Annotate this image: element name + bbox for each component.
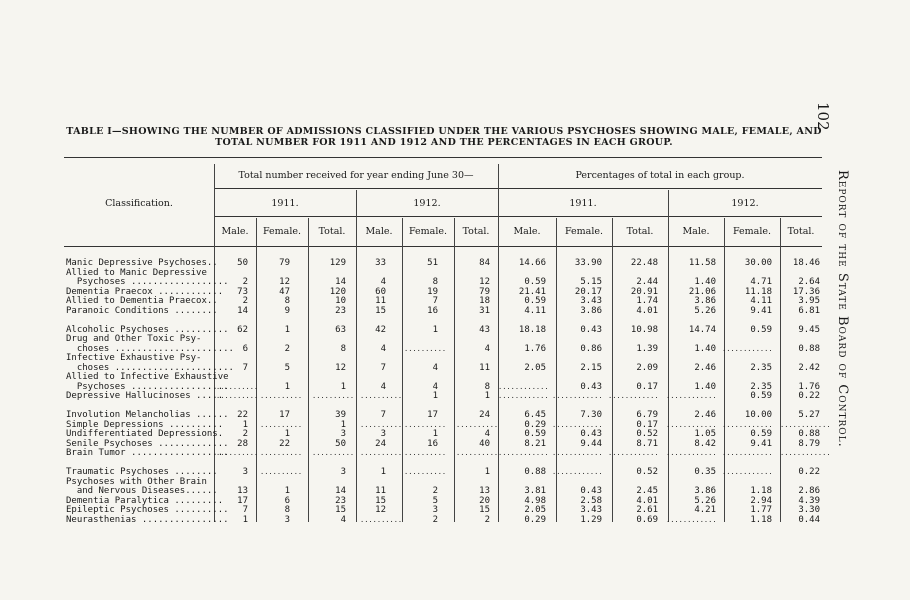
table-cell: 17 <box>279 410 290 420</box>
table-cell: 3 <box>284 514 290 525</box>
table-cell: 1.18 <box>750 486 772 496</box>
table-cell: ............ <box>498 392 549 400</box>
col-divider <box>402 218 403 522</box>
table-cell: 30.00 <box>744 258 772 268</box>
table-cell: 63 <box>335 324 346 335</box>
page-number: 102 <box>814 102 832 131</box>
table-cell: 7 <box>242 362 248 373</box>
table-cell: 13 <box>479 486 490 496</box>
table-cell: 3 <box>242 467 248 477</box>
table-cell: 4 <box>380 277 386 287</box>
running-head: Report of the State Board of Control. <box>835 170 850 448</box>
table-cell: 10 <box>335 296 346 306</box>
table-cell: 22.48 <box>630 258 658 268</box>
header-bottom-rule <box>64 246 822 247</box>
table-cell: 5.27 <box>798 410 820 420</box>
table-cell: 15 <box>335 505 346 515</box>
table-cell: 2.94 <box>750 495 772 506</box>
year-rule <box>214 216 822 217</box>
col-divider <box>356 190 357 522</box>
row-label: Senile Psychoses ............. <box>66 438 229 449</box>
table-cell: 42 <box>375 324 386 335</box>
header-male: Male. <box>513 226 541 237</box>
table-cell: 18.46 <box>792 258 820 268</box>
row-label: choses ...................... <box>66 343 234 354</box>
header-female: Female. <box>262 226 302 237</box>
table-cell: 2.58 <box>580 495 602 506</box>
table-cell: 8 <box>484 381 490 392</box>
table-cell: 10.00 <box>744 410 772 420</box>
header-male: Male. <box>365 226 393 237</box>
table-cell: 11 <box>375 296 386 306</box>
table-cell: 51 <box>427 258 438 268</box>
table-cell: 0.17 <box>636 419 658 430</box>
table-cell: 4.01 <box>636 305 658 316</box>
table-cell: 5 <box>284 362 290 373</box>
table-cell: 2.15 <box>580 362 602 373</box>
table-cell: 18 <box>479 296 490 306</box>
title-line-2: TOTAL NUMBER FOR 1911 AND 1912 AND THE PERCENTAGES IN EACH GROUP. <box>215 137 673 148</box>
table-cell: 19 <box>427 286 438 297</box>
table-cell: 73 <box>237 286 248 297</box>
table-cell: 79 <box>279 258 290 268</box>
row-label: choses ...................... <box>66 362 234 373</box>
table-cell: 3 <box>340 429 346 439</box>
table-cell: 39 <box>335 410 346 420</box>
table-cell: 5.15 <box>580 277 602 287</box>
table-cell: 9 <box>284 305 290 316</box>
table-cell: 2.05 <box>524 505 546 515</box>
table-cell: .......... <box>312 392 355 400</box>
table-cell: 10.98 <box>630 324 658 335</box>
header-female: Female. <box>564 226 604 237</box>
table-cell: 17 <box>237 495 248 506</box>
table-cell: 4 <box>484 343 490 354</box>
table-cell: 0.88 <box>798 343 820 354</box>
table-cell: 8.71 <box>636 438 658 449</box>
row-label: Psychoses .................. <box>66 277 229 287</box>
table-cell: 9.44 <box>580 438 602 449</box>
table-cell: 3.43 <box>580 296 602 306</box>
table-cell: 60 <box>375 286 386 297</box>
table-cell: 12 <box>479 277 490 287</box>
row-label: Neurasthenias ................ <box>66 514 229 525</box>
table-cell: 4 <box>380 381 386 392</box>
table-title <box>64 126 824 148</box>
table-cell: 0.29 <box>524 419 546 430</box>
table-cell: 16 <box>427 305 438 316</box>
table-cell: 0.43 <box>580 486 602 496</box>
table-cell: 1.74 <box>636 296 658 306</box>
table-cell: 4.21 <box>694 505 716 515</box>
table-cell: 0.86 <box>580 343 602 354</box>
table-cell: 1 <box>432 391 438 401</box>
table-cell: 1.05 <box>694 429 716 439</box>
row-label: Infective Exhaustive Psy- <box>66 353 202 363</box>
table-cell: 129 <box>329 258 346 268</box>
table-cell: 8 <box>284 505 290 515</box>
table-cell: 6.79 <box>636 410 658 420</box>
header-total: Total. <box>787 226 815 237</box>
table-cell: ............ <box>780 420 831 429</box>
header-female: Female. <box>732 226 772 237</box>
table-cell: 4 <box>380 343 386 354</box>
table-cell: 3.81 <box>524 486 546 496</box>
table-cell: 1 <box>284 429 290 439</box>
table-cell: 8 <box>284 296 290 306</box>
table-cell: .......... <box>404 449 447 457</box>
table-cell: 1.18 <box>750 514 772 525</box>
table-cell: 2 <box>432 486 438 496</box>
table-cell: 4.71 <box>750 277 772 287</box>
table-cell: 1 <box>284 381 290 392</box>
table-cell: .......... <box>404 420 447 429</box>
table-cell: 0.29 <box>524 514 546 525</box>
table-cell: 1 <box>380 467 386 477</box>
table-cell: ............ <box>666 515 717 524</box>
table-cell: 0.69 <box>636 514 658 525</box>
table-cell: 7 <box>242 505 248 515</box>
table-cell: 6 <box>284 495 290 506</box>
table-cell: 2.86 <box>798 486 820 496</box>
table-cell: ............ <box>552 449 603 457</box>
table-cell: 0.59 <box>750 429 772 439</box>
table-cell: 43 <box>479 324 490 335</box>
table-cell: 7 <box>380 362 386 373</box>
table-cell: .......... <box>260 392 303 400</box>
table-cell: 0.43 <box>580 381 602 392</box>
table-cell: 11.58 <box>688 258 716 268</box>
table-cell: 1.29 <box>580 514 602 525</box>
table-cell: ............ <box>552 420 603 429</box>
row-label: Dementia Praecox ............ <box>66 286 224 297</box>
table-cell: 3.86 <box>580 305 602 316</box>
table-cell: 50 <box>335 438 346 449</box>
table-cell: 15 <box>375 495 386 506</box>
table-cell: ............ <box>722 449 773 457</box>
header-total: Total. <box>462 226 490 237</box>
table-cell: 11.18 <box>744 286 772 297</box>
table-cell: 11 <box>375 486 386 496</box>
table-cell: 50 <box>237 258 248 268</box>
table-cell: 3 <box>380 429 386 439</box>
table-cell: 0.35 <box>694 467 716 477</box>
table-cell: 22 <box>279 438 290 449</box>
table-cell: 9.41 <box>750 305 772 316</box>
table-cell: 13 <box>237 486 248 496</box>
table-cell: ............ <box>666 449 717 457</box>
row-label: Allied to Infective Exhaustive <box>66 372 229 382</box>
table-cell: 1 <box>284 486 290 496</box>
header-pct-year-1911: 1911. <box>569 198 597 209</box>
col-divider <box>256 218 257 522</box>
table-cell: .......... <box>360 392 403 400</box>
row-label: Allied to Dementia Praecox.. <box>66 296 218 306</box>
table-cell: 5 <box>432 495 438 506</box>
table-cell: 4 <box>432 381 438 392</box>
table-cell: 0.17 <box>636 381 658 392</box>
table-cell: 3.30 <box>798 505 820 515</box>
table-cell: 6 <box>242 343 248 354</box>
table-cell: 5.26 <box>694 305 716 316</box>
table-cell: 0.22 <box>798 467 820 477</box>
table-cell: 0.88 <box>798 429 820 439</box>
table-cell: 17.36 <box>792 286 820 297</box>
header-total-received: Total number received for year ending June 30— <box>238 170 474 181</box>
table-cell: 4.01 <box>636 495 658 506</box>
row-label: Alcoholic Psychoses .......... <box>66 324 229 335</box>
table-cell: 2.09 <box>636 362 658 373</box>
table-cell: 47 <box>279 286 290 297</box>
table-cell: 15 <box>375 305 386 316</box>
table-cell: 1 <box>340 381 346 392</box>
table-cell: 40 <box>479 438 490 449</box>
table-cell: 2.46 <box>694 410 716 420</box>
table-cell: 12 <box>279 277 290 287</box>
group-rule <box>214 188 822 189</box>
table-cell: 2.44 <box>636 277 658 287</box>
table-cell: 14 <box>237 305 248 316</box>
table-cell: 2.05 <box>524 362 546 373</box>
header-female: Female. <box>408 226 448 237</box>
table-cell: 2.64 <box>798 277 820 287</box>
row-label: Brain Tumor .................. <box>66 448 229 458</box>
title-line-1: TABLE I—SHOWING THE NUMBER OF ADMISSIONS CLASSIFIED UNDER THE VARIOUS PSYCHOSES SHOWING MALE, FEMALE, AND <box>66 126 822 137</box>
table-cell: 1 <box>242 514 248 525</box>
table-cell: ............ <box>552 392 603 400</box>
table-cell: 7 <box>380 410 386 420</box>
table-cell: 0.59 <box>524 296 546 306</box>
table-cell: 2.35 <box>750 381 772 392</box>
table-cell: 8.79 <box>798 438 820 449</box>
row-label: Epileptic Psychoses .......... <box>66 505 229 515</box>
table-cell: 8 <box>432 277 438 287</box>
table-cell: 20.17 <box>574 286 602 297</box>
table-cell: ............ <box>498 382 549 391</box>
table-cell: 3.43 <box>580 505 602 515</box>
table-cell: 0.52 <box>636 467 658 477</box>
table-cell: 16 <box>427 438 438 449</box>
table-cell: 2 <box>432 514 438 525</box>
table-cell: 4 <box>484 429 490 439</box>
table-cell: 3.86 <box>694 296 716 306</box>
table-cell: ............ <box>666 392 717 400</box>
table-cell: 7 <box>432 296 438 306</box>
table-cell: 22 <box>237 410 248 420</box>
table-cell: .......... <box>360 515 403 524</box>
table-cell: 1.77 <box>750 505 772 515</box>
row-label: Drug and Other Toxic Psy- <box>66 334 202 344</box>
col-divider <box>308 218 309 522</box>
table-cell: 2 <box>484 514 490 525</box>
table-cell: 0.43 <box>580 429 602 439</box>
table-cell: 62 <box>237 324 248 335</box>
table-cell: .......... <box>260 449 303 457</box>
table-cell: ............ <box>552 468 603 476</box>
table-cell: .......... <box>216 449 259 457</box>
row-label: Involution Melancholias ...... <box>66 410 229 420</box>
table-cell: ............ <box>722 420 773 429</box>
table-cell: 11 <box>479 362 490 373</box>
table-cell: .......... <box>312 449 355 457</box>
table-cell: 23 <box>335 495 346 506</box>
table-cell: .......... <box>216 382 259 391</box>
table-cell: ............ <box>608 449 659 457</box>
header-male: Male. <box>221 226 249 237</box>
table-cell: 2 <box>242 296 248 306</box>
table-cell: 14.74 <box>688 324 716 335</box>
table-cell: 0.59 <box>524 429 546 439</box>
table-cell: 5.26 <box>694 495 716 506</box>
table-cell: 24 <box>375 438 386 449</box>
table-cell: 1 <box>340 419 346 430</box>
table-cell: 1 <box>432 429 438 439</box>
table-cell: .......... <box>260 468 303 476</box>
table-cell: 2.45 <box>636 486 658 496</box>
table-cell: 2.46 <box>694 362 716 373</box>
table-cell: 12 <box>335 362 346 373</box>
table-cell: 84 <box>479 258 490 268</box>
table-cell: 33.90 <box>574 258 602 268</box>
table-cell: 3.86 <box>694 486 716 496</box>
table-cell: 0.22 <box>798 391 820 401</box>
table-cell: 21.06 <box>688 286 716 297</box>
table-cell: 21.41 <box>518 286 546 297</box>
table-cell: 2.42 <box>798 362 820 373</box>
table-cell: 1 <box>432 324 438 335</box>
row-label: Paranoic Conditions ........ <box>66 305 218 316</box>
table-cell: .......... <box>404 344 447 353</box>
table-cell: 1.40 <box>694 277 716 287</box>
table-cell: .......... <box>216 392 259 400</box>
table-cell: 23 <box>335 305 346 316</box>
table-cell: 3 <box>340 467 346 477</box>
header-classification: Classification. <box>105 198 173 209</box>
table-cell: 4.98 <box>524 495 546 506</box>
table-cell: 1 <box>242 419 248 430</box>
table-cell: 15 <box>479 505 490 515</box>
table-cell: ............ <box>608 392 659 400</box>
table-cell: 1 <box>484 467 490 477</box>
table-cell: 0.88 <box>524 467 546 477</box>
table-cell: .......... <box>360 449 403 457</box>
table-cell: .......... <box>456 420 499 429</box>
table-cell: 14 <box>335 486 346 496</box>
row-label: Undifferentiated Depressions. <box>66 429 224 439</box>
header-total: Total. <box>626 226 654 237</box>
table-cell: 4.11 <box>524 305 546 316</box>
table-cell: 79 <box>479 286 490 297</box>
row-label: Depressive Hallucinoses ..... <box>66 391 224 401</box>
table-cell: 0.52 <box>636 429 658 439</box>
table-cell: 3.95 <box>798 296 820 306</box>
table-cell: 2 <box>284 343 290 354</box>
table-cell: 33 <box>375 258 386 268</box>
table-cell: ............ <box>722 468 773 476</box>
table-cell: 8.21 <box>524 438 546 449</box>
table-cell: 2 <box>242 429 248 439</box>
table-cell: 2.35 <box>750 362 772 373</box>
row-label: Simple Depressions .......... <box>66 419 224 430</box>
table-cell: .......... <box>260 420 303 429</box>
table-cell: 2 <box>242 277 248 287</box>
row-label: Traumatic Psychoses ........ <box>66 467 218 477</box>
table-cell: 9.41 <box>750 438 772 449</box>
table-cell: 7.30 <box>580 410 602 420</box>
table-cell: 12 <box>375 505 386 515</box>
table-cell: 1.76 <box>524 343 546 354</box>
table-cell: 120 <box>329 286 346 297</box>
table-cell: .......... <box>456 449 499 457</box>
table-cell: 1 <box>284 324 290 335</box>
table-cell: 1.76 <box>798 381 820 392</box>
row-label: Dementia Paralytica ......... <box>66 495 224 506</box>
row-label: Psychoses with Other Brain <box>66 476 207 487</box>
header-year-1912: 1912. <box>413 198 441 209</box>
table-cell: 0.59 <box>750 391 772 401</box>
table-cell: 6.81 <box>798 305 820 316</box>
table-cell: ............ <box>780 449 831 457</box>
table-cell: 1.40 <box>694 343 716 354</box>
table-cell: 1 <box>484 391 490 401</box>
table-cell: .......... <box>360 420 403 429</box>
table-cell: 2.61 <box>636 505 658 515</box>
table-cell: 0.59 <box>524 277 546 287</box>
table-cell: 4 <box>340 514 346 525</box>
col-divider <box>454 218 455 522</box>
header-total: Total. <box>318 226 346 237</box>
table-cell: ............ <box>722 344 773 353</box>
header-pct-year-1912: 1912. <box>731 198 759 209</box>
table-cell: 9.45 <box>798 324 820 335</box>
table-cell: 4 <box>432 362 438 373</box>
row-label: Psychoses .................. <box>66 381 229 392</box>
table-cell: 8.42 <box>694 438 716 449</box>
table-cell: 0.43 <box>580 324 602 335</box>
header-percentages: Percentages of total in each group. <box>575 170 745 181</box>
row-label: Allied to Manic Depressive <box>66 267 207 278</box>
table-cell: ............ <box>666 420 717 429</box>
row-label: and Nervous Diseases...... <box>66 486 218 496</box>
table-cell: 31 <box>479 305 490 316</box>
table-cell: 0.59 <box>750 324 772 335</box>
top-rule <box>64 157 822 158</box>
header-male: Male. <box>682 226 710 237</box>
table-cell: 1.40 <box>694 381 716 392</box>
table-cell: ............ <box>498 449 549 457</box>
table-cell: 24 <box>479 410 490 420</box>
table-cell: 3 <box>432 505 438 515</box>
table-cell: 18.18 <box>518 324 546 335</box>
table-cell: 1.39 <box>636 343 658 354</box>
header-year-1911: 1911. <box>271 198 299 209</box>
table-cell: 6.45 <box>524 410 546 420</box>
table-cell: 20.91 <box>630 286 658 297</box>
table-cell: 14 <box>335 277 346 287</box>
table-cell: 4.11 <box>750 296 772 306</box>
table-cell: 0.44 <box>798 514 820 525</box>
table-cell: 8 <box>340 343 346 354</box>
table-cell: 20 <box>479 495 490 506</box>
table-cell: 28 <box>237 438 248 449</box>
row-label: Manic Depressive Psychoses.. <box>66 258 218 268</box>
table-cell: 17 <box>427 410 438 420</box>
table-cell: .......... <box>404 468 447 476</box>
table-cell: 4.39 <box>798 495 820 506</box>
table-cell: 14.66 <box>518 258 546 268</box>
